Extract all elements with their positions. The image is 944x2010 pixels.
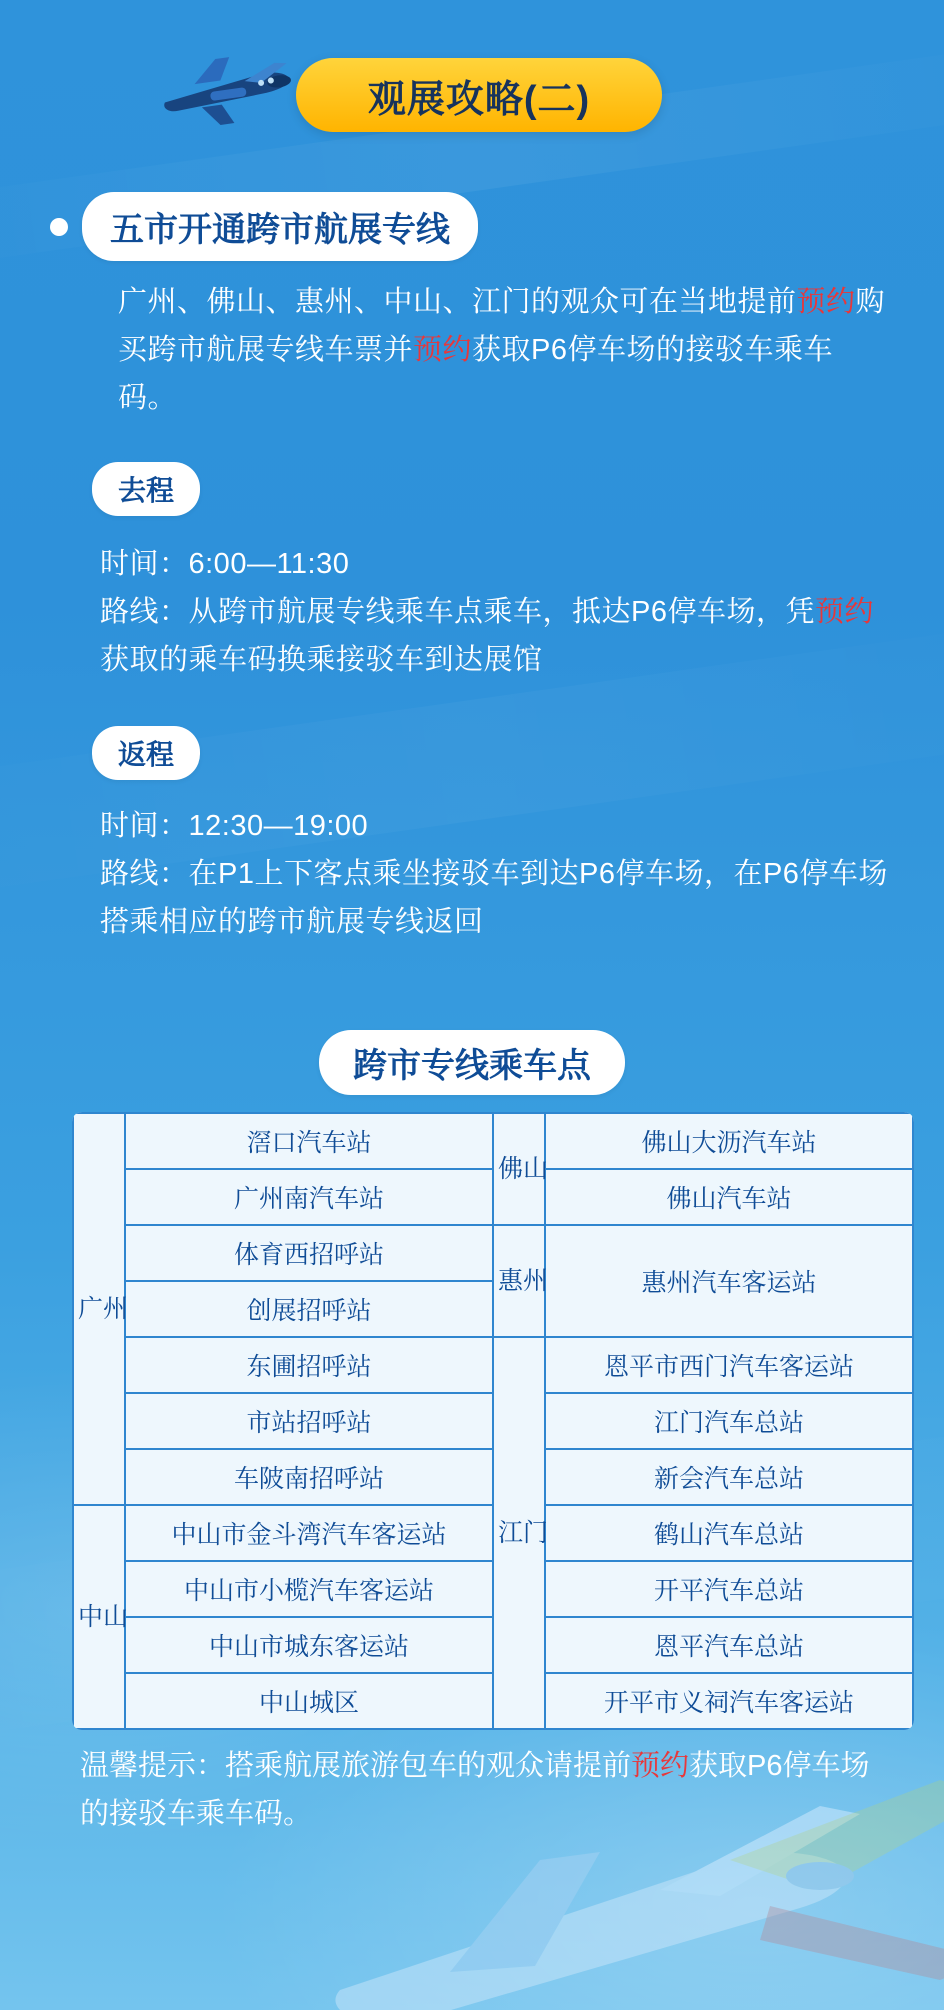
- header: [0, 28, 944, 138]
- stop-cell: 佛山大沥汽车站: [545, 1113, 913, 1169]
- outbound-pill: [92, 462, 200, 516]
- bullet-dot: [50, 218, 68, 236]
- stop-cell: 东圃招呼站: [125, 1337, 493, 1393]
- stop-cell: 中山城区: [125, 1673, 493, 1729]
- intro-text-2: 购买跨市航展专线车票并: [118, 286, 886, 366]
- stops-table-wrap: [72, 1112, 872, 1730]
- footer-tip: [80, 1742, 880, 1838]
- tip-text-1: 温馨提示：搭乘航展旅游包车的观众请提前: [80, 1750, 632, 1782]
- airplane-icon: [150, 50, 300, 134]
- stop-cell: 体育西招呼站: [125, 1225, 493, 1281]
- poster-title-pill: [296, 58, 662, 132]
- outbound-time-text: 时间：6:00—11:30: [100, 548, 350, 580]
- inbound-time: [100, 802, 890, 850]
- outbound-time: [100, 540, 890, 588]
- stops-table: [72, 1112, 914, 1730]
- stop-cell: 开平汽车总站: [545, 1561, 913, 1617]
- city-label-foshan: 佛山: [493, 1113, 545, 1225]
- tip-highlight: 预约: [631, 1750, 690, 1782]
- table-row: [73, 1113, 913, 1169]
- stop-cell: 中山市城东客运站: [125, 1617, 493, 1673]
- outbound-route: [100, 588, 890, 684]
- stop-cell: 恩平汽车总站: [545, 1617, 913, 1673]
- outbound-route-highlight: 预约: [814, 596, 874, 628]
- stop-cell: 鹤山汽车总站: [545, 1505, 913, 1561]
- stop-cell: 恩平市西门汽车客运站: [545, 1337, 913, 1393]
- inbound-pill: [92, 726, 200, 780]
- stop-cell: 新会汽车总站: [545, 1449, 913, 1505]
- stops-table-title: [0, 1030, 944, 1095]
- section-intro: [118, 278, 888, 422]
- poster-title: 观展攻略(二): [367, 78, 591, 121]
- stop-cell: 开平市义祠汽车客运站: [545, 1673, 913, 1729]
- intro-text-3: 获取P6停车场的接驳车乘车码。: [118, 334, 834, 414]
- stop-cell: 市站招呼站: [125, 1393, 493, 1449]
- section-heading: [50, 192, 478, 261]
- intro-text-1: 广州、佛山、惠州、中山、江门的观众可在当地提前: [118, 286, 797, 318]
- intro-highlight-1: 预约: [796, 286, 856, 318]
- stop-cell: 中山市小榄汽车客运站: [125, 1561, 493, 1617]
- inbound-route: [100, 850, 890, 946]
- outbound-route-text-1: 路线：从跨市航展专线乘车点乘车，抵达P6停车场，凭: [100, 596, 815, 628]
- stop-cell: 中山市金斗湾汽车客运站: [125, 1505, 493, 1561]
- outbound-route-text-2: 获取的乘车码换乘接驳车到达展馆: [100, 644, 543, 676]
- section-heading-pill: [82, 192, 478, 261]
- stop-cell: 惠州汽车客运站: [545, 1225, 913, 1337]
- stops-table-title-pill: [319, 1030, 625, 1095]
- stops-table-title-label: 跨市专线乘车点: [353, 1047, 591, 1085]
- city-label-jiangmen: 江门: [493, 1337, 545, 1729]
- city-label-guangzhou: 广州: [73, 1113, 125, 1505]
- city-label-zhongshan: 中山: [73, 1505, 125, 1729]
- stop-cell: 创展招呼站: [125, 1281, 493, 1337]
- table-row: [73, 1337, 913, 1393]
- inbound-time-text: 时间：12:30—19:00: [100, 810, 369, 842]
- outbound-label: 去程: [118, 475, 175, 506]
- stop-cell: 广州南汽车站: [125, 1169, 493, 1225]
- city-label-huizhou: 惠州: [493, 1225, 545, 1337]
- stop-cell: 江门汽车总站: [545, 1393, 913, 1449]
- tip-text-2: 获取P6停车场的接驳车乘车码。: [80, 1750, 870, 1830]
- stop-cell: 车陂南招呼站: [125, 1449, 493, 1505]
- table-row: [73, 1225, 913, 1281]
- stop-cell: 滘口汽车站: [125, 1113, 493, 1169]
- intro-highlight-2: 预约: [413, 334, 473, 366]
- inbound-label: 返程: [118, 739, 175, 770]
- stop-cell: 佛山汽车站: [545, 1169, 913, 1225]
- inbound-route-text: 路线：在P1上下客点乘坐接驳车到达P6停车场，在P6停车场搭乘相应的跨市航展专线返回: [100, 858, 888, 938]
- section-heading-label: 五市开通跨市航展专线: [110, 211, 450, 249]
